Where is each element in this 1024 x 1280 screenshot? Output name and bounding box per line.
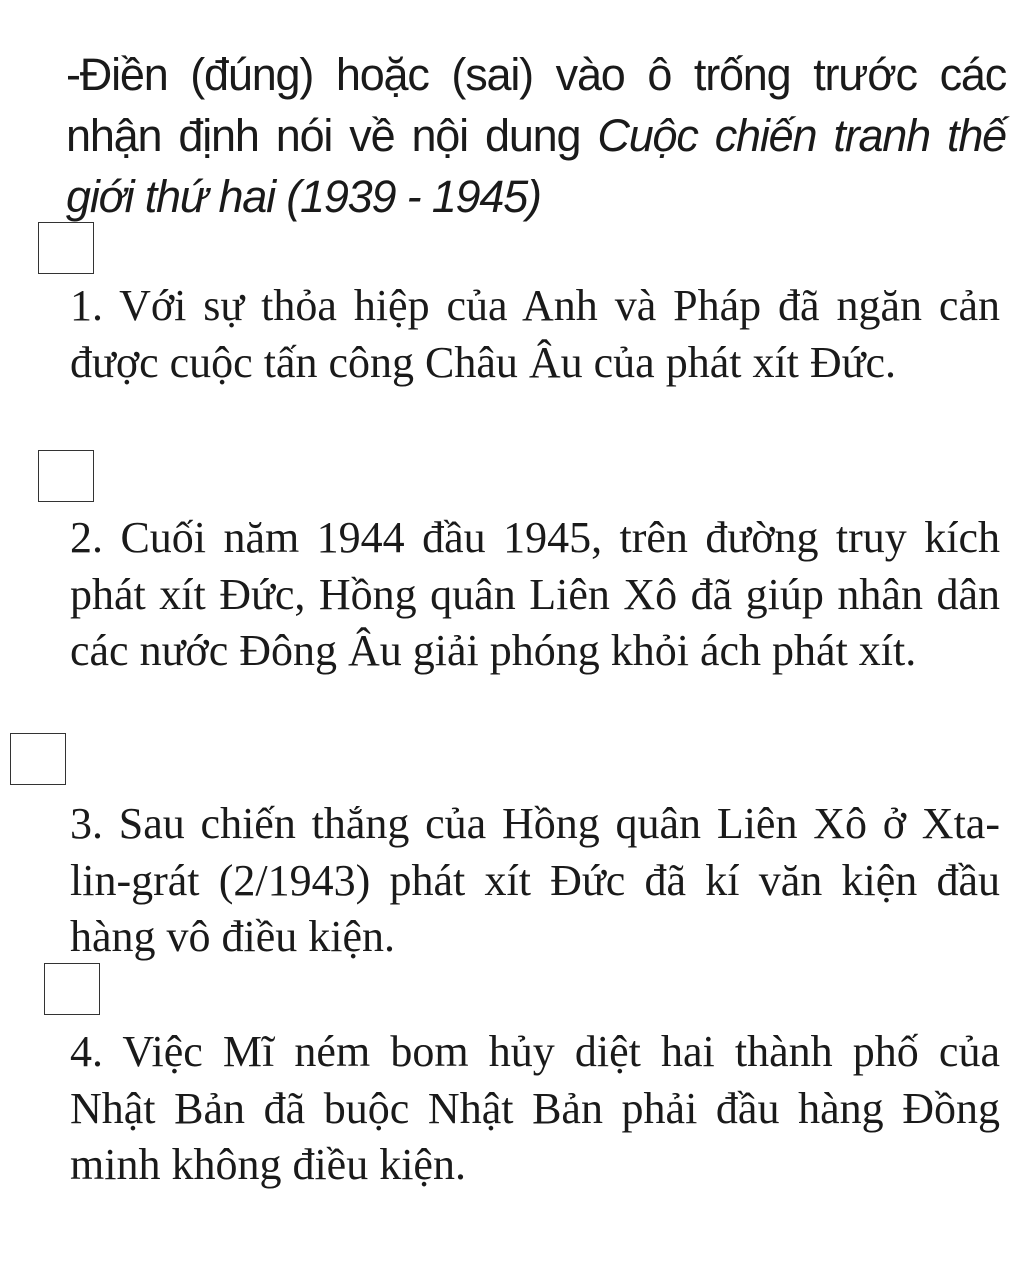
- answer-box-4[interactable]: [44, 963, 100, 1015]
- statement-1: 1. Với sự thỏa hiệp của Anh và Pháp đã ngăn cản được cuộc tấn công Châu Âu của phát xít Đức.: [70, 281, 1000, 387]
- answer-box-2[interactable]: [38, 450, 94, 502]
- statement-2: 2. Cuối năm 1944 đầu 1945, trên đường truy kích phát xít Đức, Hồng quân Liên Xô đã giúp nhân dân các nước Đông Âu giải phóng khỏi ách phát xít.: [70, 513, 1000, 675]
- answer-box-3[interactable]: [10, 733, 66, 785]
- statement-4: 4. Việc Mĩ ném bom hủy diệt hai thành phố của Nhật Bản đã buộc Nhật Bản phải đầu hàng Đồng minh không điều kiện.: [70, 1027, 1000, 1189]
- statement-3: 3. Sau chiến thắng của Hồng quân Liên Xô ở Xta-lin-grát (2/1943) phát xít Đức đã kí văn kiện đầu hàng vô điều kiện.: [70, 799, 1000, 961]
- instruction-text: -Điền (đúng) hoặc (sai) vào ô trống trước các nhận định nói về nội dung: [66, 49, 1006, 161]
- instruction-topic: Cuộc chiến tranh thế giới thứ hai (1939 - 1945): [66, 110, 1006, 222]
- answer-box-1[interactable]: [38, 222, 94, 274]
- instruction-heading: [66, 44, 1006, 227]
